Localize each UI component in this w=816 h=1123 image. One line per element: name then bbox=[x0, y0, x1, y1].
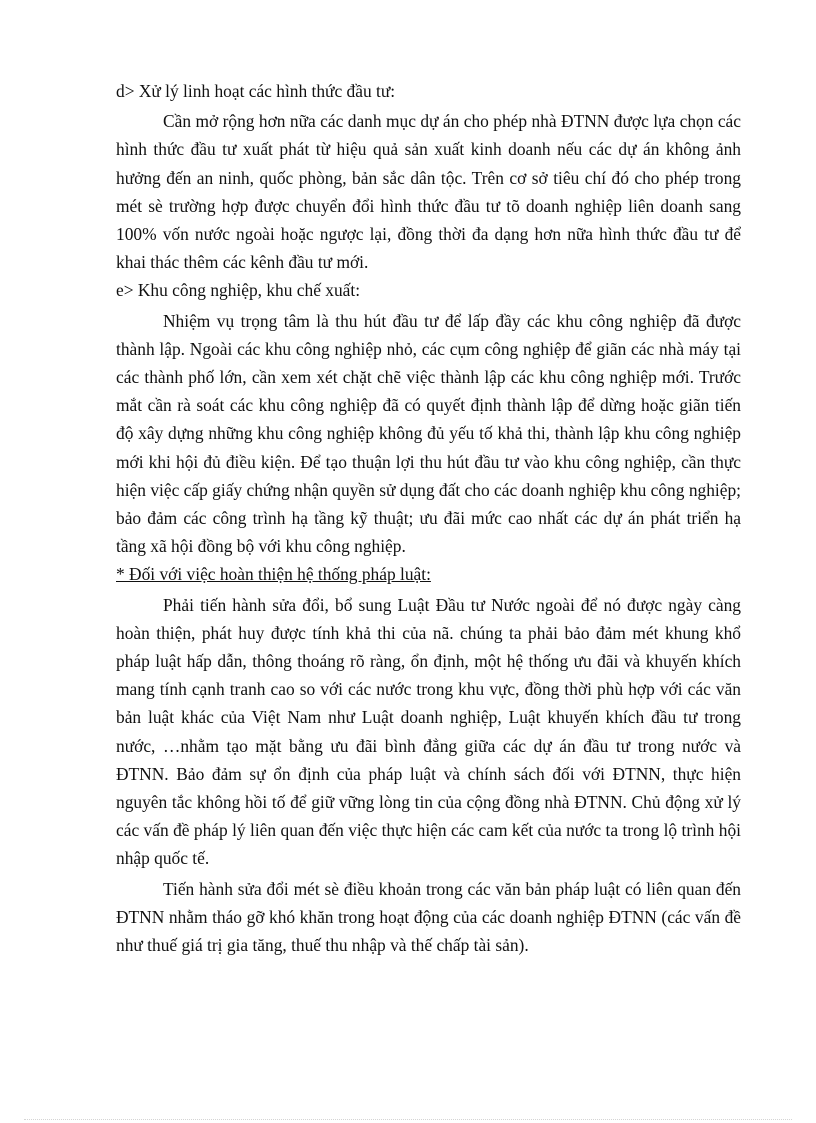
section-heading-legal-system: * Đối với việc hoàn thiện hệ thống pháp luật: bbox=[116, 564, 431, 585]
section-heading-industrial-zones: e> Khu công nghiệp, khu chế xuất: bbox=[116, 280, 361, 301]
paragraph-legal-system-amendments: Phải tiến hành sửa đổi, bổ sung Luật Đầu tư Nước ngoài để nó được ngày càng hoàn thiện, phát huy được tính khả thi của nã. chúng ta phải bảo đảm mét khung khổ pháp luật hấp dẫn, thông thoáng rõ ràng, ổn định, một hệ thống ưu đãi và khuyến khích mang tính cạnh tranh cao so với các nước trong khu vực, đồng thời phù hợp với các văn bản luật khác của Việt Nam như Luật doanh nghiệp, Luật khuyến khích đầu tư trong nước, …nhằm tạo mặt bằng ưu đãi bình đẳng giữa các dự án đầu tư trong nước và ĐTNN. Bảo đảm sự ổn định của pháp luật và chính sách đối với ĐTNN, thực hiện nguyên tắc không hồi tố để giữ vững lòng tin của cộng đồng nhà ĐTNN. Chủ động xử lý các vấn đề pháp lý liên quan đến việc thực hiện các cam kết của nước ta trong lộ trình hội nhập quốc tế. bbox=[116, 594, 741, 869]
document-body bbox=[116, 77, 741, 959]
section-heading-flexible-investment-forms: d> Xử lý linh hoạt các hình thức đầu tư: bbox=[116, 81, 396, 101]
paragraph-flexible-investment-forms: Cần mở rộng hơn nữa các danh mục dự án cho phép nhà ĐTNN được lựa chọn các hình thức đầu tư xuất phát từ hiệu quả sản xuất kinh doanh nếu các dự án không ảnh hưởng đến an ninh, quốc phòng, bản sắc dân tộc. Trên cơ sở tiêu chí đó cho phép trong mét sè trường hợp được chuyển đổi hình thức đầu tư tõ doanh nghiệp liên doanh sang 100% vốn nước ngoài hoặc ngược lại, đồng thời đa dạng hơn nữa hình thức đầu tư để khai thác thêm các kênh đầu tư mới. bbox=[116, 111, 741, 273]
paragraph-industrial-zones: Nhiệm vụ trọng tâm là thu hút đầu tư để lấp đầy các khu công nghiệp đã được thành lập. Ngoài các khu công nghiệp nhỏ, các cụm công nghiệp để giãn các nhà máy tại các thành phố lớn, cần xem xét chặt chẽ việc thành lập các khu công nghiệp mới. Trước mắt cần rà soát các khu công nghiệp đã có quyết định thành lập để dừng hoặc giãn tiến độ xây dựng những khu công nghiệp không đủ yếu tố khả thi, thành lập khu công nghiệp mới khi hội đủ điều kiện. Để tạo thuận lợi thu hút đầu tư vào khu công nghiệp, cần thực hiện việc cấp giấy chứng nhận quyền sử dụng đất cho các doanh nghiệp khu công nghiệp; bảo đảm các công trình hạ tầng kỹ thuật; ưu đãi mức cao nhất các dự án phát triển hạ tầng xã hội đồng bộ với khu công nghiệp. bbox=[116, 310, 741, 557]
page-bottom-divider bbox=[24, 1119, 792, 1120]
paragraph-legal-provisions-revision: Tiến hành sửa đổi mét sè điều khoản trong các văn bản pháp luật có liên quan đến ĐTNN nhằm tháo gỡ khó khăn trong hoạt động của các doanh nghiệp ĐTNN (các vấn đề như thuế giá trị gia tăng, thuế thu nhập và thế chấp tài sản). bbox=[116, 878, 741, 956]
